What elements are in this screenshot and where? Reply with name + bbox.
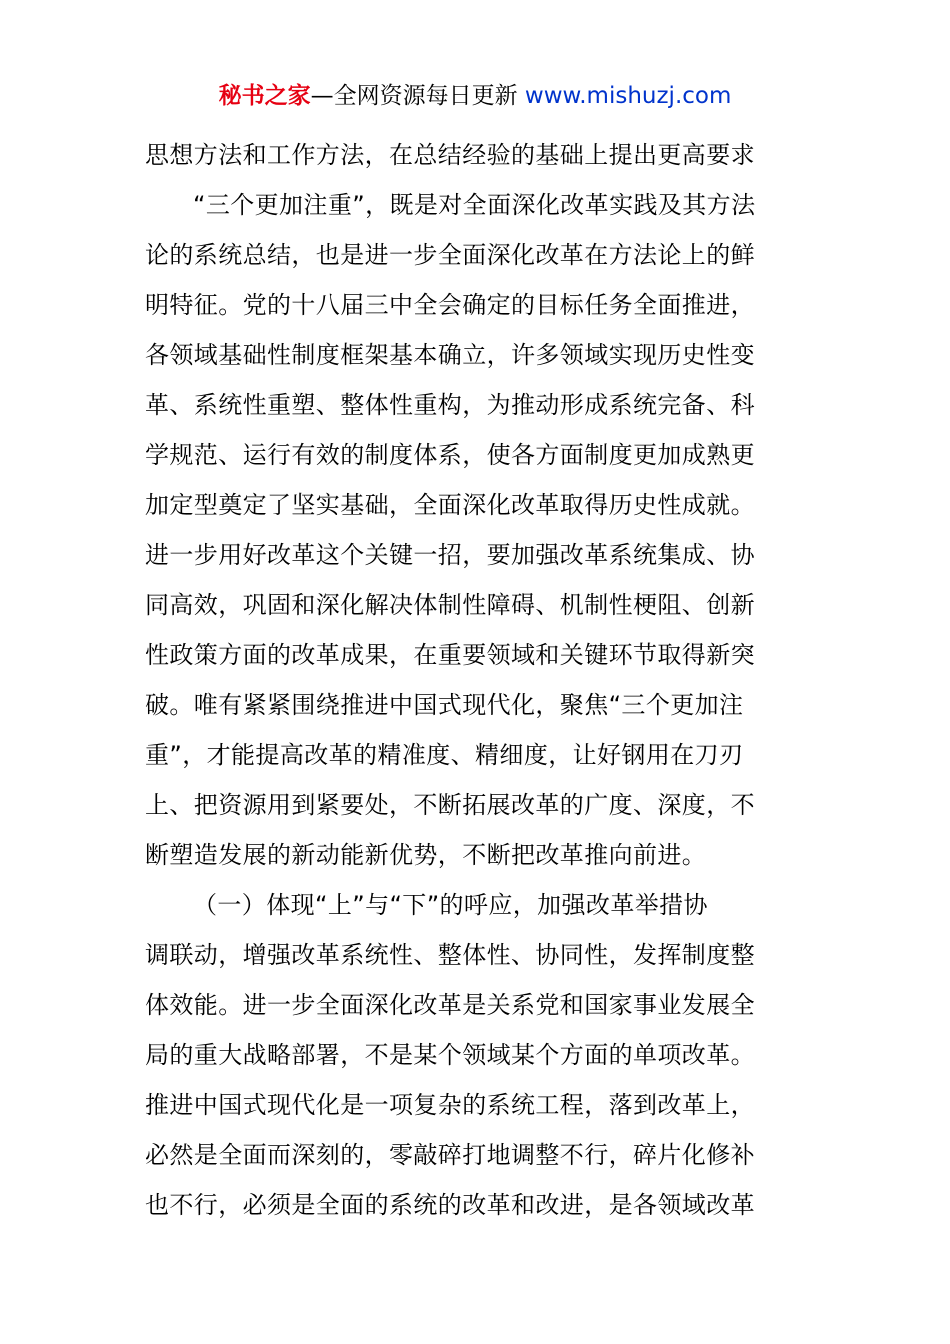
text-line: 局的重大战略部署，不是某个领域某个方面的单项改革。 — [145, 1041, 755, 1069]
text-line: 也不行，必须是全面的系统的改革和改进，是各领域改革 — [145, 1191, 755, 1219]
site-url[interactable]: www.mishuzj.com — [524, 83, 732, 109]
text-line: 断塑造发展的新动能新优势，不断把改革推向前进。 — [145, 841, 707, 869]
text-line: 破。唯有紧紧围绕推进中国式现代化，聚焦“三个更加注 — [145, 691, 744, 719]
document-body — [145, 130, 810, 1230]
site-header — [0, 80, 950, 112]
text-line: 必然是全面而深刻的，零敲碎打地调整不行，碎片化修补 — [145, 1141, 755, 1169]
paragraph-start-line: （一）体现“上”与“下”的呼应，加强改革举措协 — [193, 891, 708, 919]
text-line: 上、把资源用到紧要处，不断拓展改革的广度、深度，不 — [145, 791, 755, 819]
text-line: 调联动，增强改革系统性、整体性、协同性，发挥制度整 — [145, 941, 755, 969]
text-line: 性政策方面的改革成果，在重要领域和关键环节取得新突 — [145, 641, 755, 669]
text-line: 进一步用好改革这个关键一招，要加强改革系统集成、协 — [145, 541, 755, 569]
text-line: 同高效，巩固和深化解决体制性障碍、机制性梗阻、创新 — [145, 591, 755, 619]
text-line: 学规范、运行有效的制度体系，使各方面制度更加成熟更 — [145, 441, 755, 469]
text-line: 论的系统总结，也是进一步全面深化改革在方法论上的鲜 — [145, 241, 755, 269]
paragraph-start-line: “三个更加注重”，既是对全面深化改革实践及其方法 — [193, 191, 756, 219]
text-line: 革、系统性重塑、整体性重构，为推动形成系统完备、科 — [145, 391, 755, 419]
site-brand: 秘书之家 — [218, 83, 311, 109]
text-line: 明特征。党的十八届三中全会确定的目标任务全面推进， — [145, 291, 755, 319]
text-line: 思想方法和工作方法，在总结经验的基础上提出更高要求 — [145, 141, 755, 169]
text-line: 体效能。进一步全面深化改革是关系党和国家事业发展全 — [145, 991, 755, 1019]
text-line: 重”，才能提高改革的精准度、精细度，让好钢用在刀刃 — [145, 741, 744, 769]
text-line: 各领域基础性制度框架基本确立，许多领域实现历史性变 — [145, 341, 755, 369]
text-line: 加定型奠定了坚实基础，全面深化改革取得历史性成就。 — [145, 491, 755, 519]
site-tagline: —全网资源每日更新 — [310, 83, 525, 109]
text-line: 推进中国式现代化是一项复杂的系统工程，落到改革上， — [145, 1091, 755, 1119]
